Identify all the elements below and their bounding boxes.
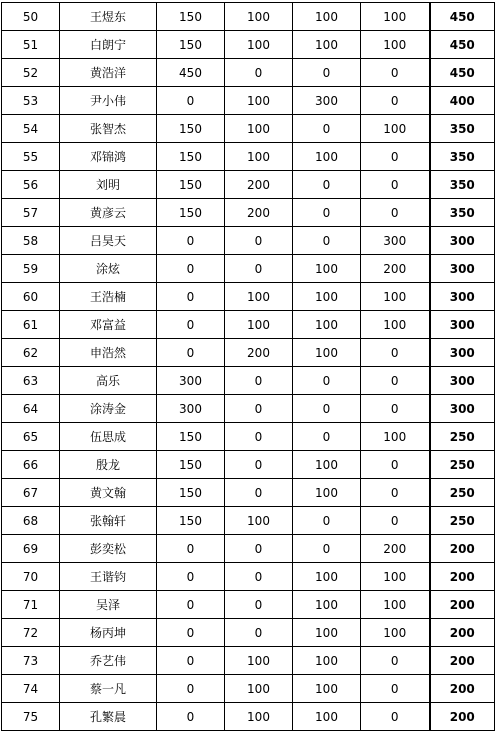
table-row — [2, 423, 495, 451]
rank-cell: 69 — [2, 535, 60, 563]
score-2-cell: 100 — [225, 311, 293, 339]
score-3-cell: 100 — [293, 311, 361, 339]
score-2-cell: 0 — [225, 367, 293, 395]
score-2-cell: 100 — [225, 87, 293, 115]
score-2-cell: 0 — [225, 451, 293, 479]
score-4-cell: 0 — [361, 367, 430, 395]
score-1-cell: 300 — [157, 395, 225, 423]
score-4-cell: 100 — [361, 115, 430, 143]
score-4-cell: 0 — [361, 171, 430, 199]
score-1-cell: 150 — [157, 199, 225, 227]
score-3-cell: 100 — [293, 3, 361, 31]
score-1-cell: 0 — [157, 647, 225, 675]
table-row — [2, 199, 495, 227]
rank-cell: 66 — [2, 451, 60, 479]
score-2-cell: 0 — [225, 479, 293, 507]
total-score-cell: 300 — [430, 339, 495, 367]
table-row — [2, 339, 495, 367]
score-3-cell: 0 — [293, 535, 361, 563]
student-name-cell: 申浩然 — [60, 339, 157, 367]
score-1-cell: 150 — [157, 451, 225, 479]
total-score-cell: 250 — [430, 507, 495, 535]
total-score-cell: 350 — [430, 115, 495, 143]
student-name-cell: 高乐 — [60, 367, 157, 395]
score-1-cell: 150 — [157, 479, 225, 507]
score-4-cell: 100 — [361, 311, 430, 339]
score-3-cell: 100 — [293, 31, 361, 59]
table-row — [2, 283, 495, 311]
score-3-cell: 100 — [293, 619, 361, 647]
total-score-cell: 300 — [430, 395, 495, 423]
score-2-cell: 100 — [225, 31, 293, 59]
score-1-cell: 0 — [157, 619, 225, 647]
score-4-cell: 200 — [361, 255, 430, 283]
score-4-cell: 200 — [361, 535, 430, 563]
total-score-cell: 400 — [430, 87, 495, 115]
table-row — [2, 171, 495, 199]
score-4-cell: 0 — [361, 59, 430, 87]
total-score-cell: 250 — [430, 479, 495, 507]
rank-cell: 63 — [2, 367, 60, 395]
score-1-cell: 150 — [157, 171, 225, 199]
score-1-cell: 0 — [157, 311, 225, 339]
score-2-cell: 100 — [225, 507, 293, 535]
total-score-cell: 200 — [430, 647, 495, 675]
student-name-cell: 吕昊天 — [60, 227, 157, 255]
score-4-cell: 0 — [361, 339, 430, 367]
total-score-cell: 300 — [430, 311, 495, 339]
student-name-cell: 张翰轩 — [60, 507, 157, 535]
table-row — [2, 59, 495, 87]
score-2-cell: 0 — [225, 423, 293, 451]
rank-cell: 72 — [2, 619, 60, 647]
score-3-cell: 0 — [293, 507, 361, 535]
score-4-cell: 0 — [361, 143, 430, 171]
score-4-cell: 100 — [361, 3, 430, 31]
rank-cell: 59 — [2, 255, 60, 283]
score-3-cell: 0 — [293, 199, 361, 227]
score-1-cell: 150 — [157, 3, 225, 31]
score-4-cell: 0 — [361, 675, 430, 703]
total-score-cell: 300 — [430, 255, 495, 283]
student-name-cell: 杨丙坤 — [60, 619, 157, 647]
total-score-cell: 200 — [430, 591, 495, 619]
score-3-cell: 0 — [293, 115, 361, 143]
table-row — [2, 31, 495, 59]
score-4-cell: 0 — [361, 87, 430, 115]
score-2-cell: 100 — [225, 647, 293, 675]
table-row — [2, 451, 495, 479]
score-table-body — [2, 3, 495, 731]
score-2-cell: 200 — [225, 171, 293, 199]
rank-cell: 53 — [2, 87, 60, 115]
score-1-cell: 0 — [157, 255, 225, 283]
score-1-cell: 0 — [157, 675, 225, 703]
score-3-cell: 100 — [293, 591, 361, 619]
rank-cell: 74 — [2, 675, 60, 703]
student-name-cell: 黄文翰 — [60, 479, 157, 507]
rank-cell: 57 — [2, 199, 60, 227]
rank-cell: 58 — [2, 227, 60, 255]
total-score-cell: 350 — [430, 171, 495, 199]
score-4-cell: 0 — [361, 451, 430, 479]
score-4-cell: 100 — [361, 563, 430, 591]
table-row — [2, 367, 495, 395]
table-row — [2, 227, 495, 255]
total-score-cell: 300 — [430, 367, 495, 395]
score-2-cell: 0 — [225, 255, 293, 283]
score-1-cell: 150 — [157, 143, 225, 171]
student-name-cell: 尹小伟 — [60, 87, 157, 115]
score-2-cell: 100 — [225, 675, 293, 703]
score-2-cell: 100 — [225, 283, 293, 311]
score-3-cell: 100 — [293, 703, 361, 731]
score-3-cell: 0 — [293, 227, 361, 255]
total-score-cell: 200 — [430, 535, 495, 563]
total-score-cell: 300 — [430, 283, 495, 311]
student-name-cell: 黄浩洋 — [60, 59, 157, 87]
rank-cell: 65 — [2, 423, 60, 451]
table-row — [2, 535, 495, 563]
student-name-cell: 伍思成 — [60, 423, 157, 451]
score-1-cell: 150 — [157, 115, 225, 143]
score-4-cell: 0 — [361, 199, 430, 227]
rank-cell: 73 — [2, 647, 60, 675]
student-name-cell: 王谐钧 — [60, 563, 157, 591]
total-score-cell: 250 — [430, 451, 495, 479]
score-4-cell: 0 — [361, 703, 430, 731]
student-name-cell: 殷龙 — [60, 451, 157, 479]
table-row — [2, 115, 495, 143]
score-2-cell: 0 — [225, 535, 293, 563]
total-score-cell: 450 — [430, 3, 495, 31]
rank-cell: 75 — [2, 703, 60, 731]
score-4-cell: 0 — [361, 395, 430, 423]
total-score-cell: 200 — [430, 563, 495, 591]
table-row — [2, 619, 495, 647]
student-name-cell: 彭奕松 — [60, 535, 157, 563]
total-score-cell: 350 — [430, 143, 495, 171]
score-3-cell: 0 — [293, 171, 361, 199]
total-score-cell: 250 — [430, 423, 495, 451]
score-3-cell: 0 — [293, 59, 361, 87]
rank-cell: 51 — [2, 31, 60, 59]
table-row — [2, 143, 495, 171]
student-name-cell: 白朗宁 — [60, 31, 157, 59]
score-2-cell: 0 — [225, 59, 293, 87]
score-4-cell: 100 — [361, 591, 430, 619]
score-4-cell: 100 — [361, 31, 430, 59]
student-name-cell: 王浩楠 — [60, 283, 157, 311]
score-3-cell: 0 — [293, 395, 361, 423]
rank-cell: 67 — [2, 479, 60, 507]
score-2-cell: 100 — [225, 143, 293, 171]
score-4-cell: 100 — [361, 423, 430, 451]
score-1-cell: 0 — [157, 591, 225, 619]
score-1-cell: 150 — [157, 507, 225, 535]
rank-cell: 60 — [2, 283, 60, 311]
rank-cell: 71 — [2, 591, 60, 619]
score-3-cell: 0 — [293, 367, 361, 395]
score-1-cell: 0 — [157, 227, 225, 255]
rank-cell: 68 — [2, 507, 60, 535]
score-2-cell: 0 — [225, 563, 293, 591]
student-name-cell: 涂涛金 — [60, 395, 157, 423]
score-1-cell: 0 — [157, 535, 225, 563]
score-4-cell: 0 — [361, 647, 430, 675]
table-row — [2, 479, 495, 507]
score-1-cell: 0 — [157, 563, 225, 591]
score-1-cell: 0 — [157, 339, 225, 367]
score-3-cell: 100 — [293, 479, 361, 507]
score-1-cell: 450 — [157, 59, 225, 87]
score-4-cell: 100 — [361, 283, 430, 311]
table-row — [2, 311, 495, 339]
student-name-cell: 张智杰 — [60, 115, 157, 143]
total-score-cell: 300 — [430, 227, 495, 255]
table-row — [2, 591, 495, 619]
score-3-cell: 300 — [293, 87, 361, 115]
table-row — [2, 703, 495, 731]
score-4-cell: 0 — [361, 479, 430, 507]
total-score-cell: 200 — [430, 619, 495, 647]
score-1-cell: 300 — [157, 367, 225, 395]
rank-cell: 50 — [2, 3, 60, 31]
score-1-cell: 150 — [157, 423, 225, 451]
student-name-cell: 涂炫 — [60, 255, 157, 283]
total-score-cell: 200 — [430, 675, 495, 703]
score-3-cell: 0 — [293, 423, 361, 451]
score-2-cell: 0 — [225, 227, 293, 255]
rank-cell: 55 — [2, 143, 60, 171]
student-name-cell: 刘明 — [60, 171, 157, 199]
total-score-cell: 350 — [430, 199, 495, 227]
score-2-cell: 200 — [225, 199, 293, 227]
score-4-cell: 100 — [361, 619, 430, 647]
rank-cell: 54 — [2, 115, 60, 143]
score-1-cell: 0 — [157, 703, 225, 731]
score-2-cell: 100 — [225, 703, 293, 731]
student-name-cell: 吴泽 — [60, 591, 157, 619]
score-3-cell: 100 — [293, 675, 361, 703]
table-row — [2, 507, 495, 535]
score-2-cell: 0 — [225, 619, 293, 647]
score-2-cell: 200 — [225, 339, 293, 367]
score-2-cell: 100 — [225, 115, 293, 143]
table-row — [2, 675, 495, 703]
total-score-cell: 200 — [430, 703, 495, 731]
score-3-cell: 100 — [293, 339, 361, 367]
student-name-cell: 乔艺伟 — [60, 647, 157, 675]
table-row — [2, 255, 495, 283]
student-name-cell: 孔繁晨 — [60, 703, 157, 731]
score-3-cell: 100 — [293, 255, 361, 283]
score-3-cell: 100 — [293, 283, 361, 311]
table-row — [2, 3, 495, 31]
score-3-cell: 100 — [293, 647, 361, 675]
table-row — [2, 87, 495, 115]
student-name-cell: 黄彦云 — [60, 199, 157, 227]
rank-cell: 56 — [2, 171, 60, 199]
score-table — [1, 2, 495, 731]
rank-cell: 62 — [2, 339, 60, 367]
score-2-cell: 0 — [225, 591, 293, 619]
score-3-cell: 100 — [293, 563, 361, 591]
rank-cell: 64 — [2, 395, 60, 423]
student-name-cell: 邓锦鸿 — [60, 143, 157, 171]
total-score-cell: 450 — [430, 31, 495, 59]
rank-cell: 61 — [2, 311, 60, 339]
score-1-cell: 0 — [157, 87, 225, 115]
score-1-cell: 0 — [157, 283, 225, 311]
student-name-cell: 蔡一凡 — [60, 675, 157, 703]
score-3-cell: 100 — [293, 143, 361, 171]
table-row — [2, 563, 495, 591]
score-1-cell: 150 — [157, 31, 225, 59]
rank-cell: 52 — [2, 59, 60, 87]
score-2-cell: 0 — [225, 395, 293, 423]
student-name-cell: 邓富益 — [60, 311, 157, 339]
score-3-cell: 100 — [293, 451, 361, 479]
total-score-cell: 450 — [430, 59, 495, 87]
student-name-cell: 王煜东 — [60, 3, 157, 31]
table-row — [2, 395, 495, 423]
table-row — [2, 647, 495, 675]
score-4-cell: 0 — [361, 507, 430, 535]
score-4-cell: 300 — [361, 227, 430, 255]
rank-cell: 70 — [2, 563, 60, 591]
score-2-cell: 100 — [225, 3, 293, 31]
